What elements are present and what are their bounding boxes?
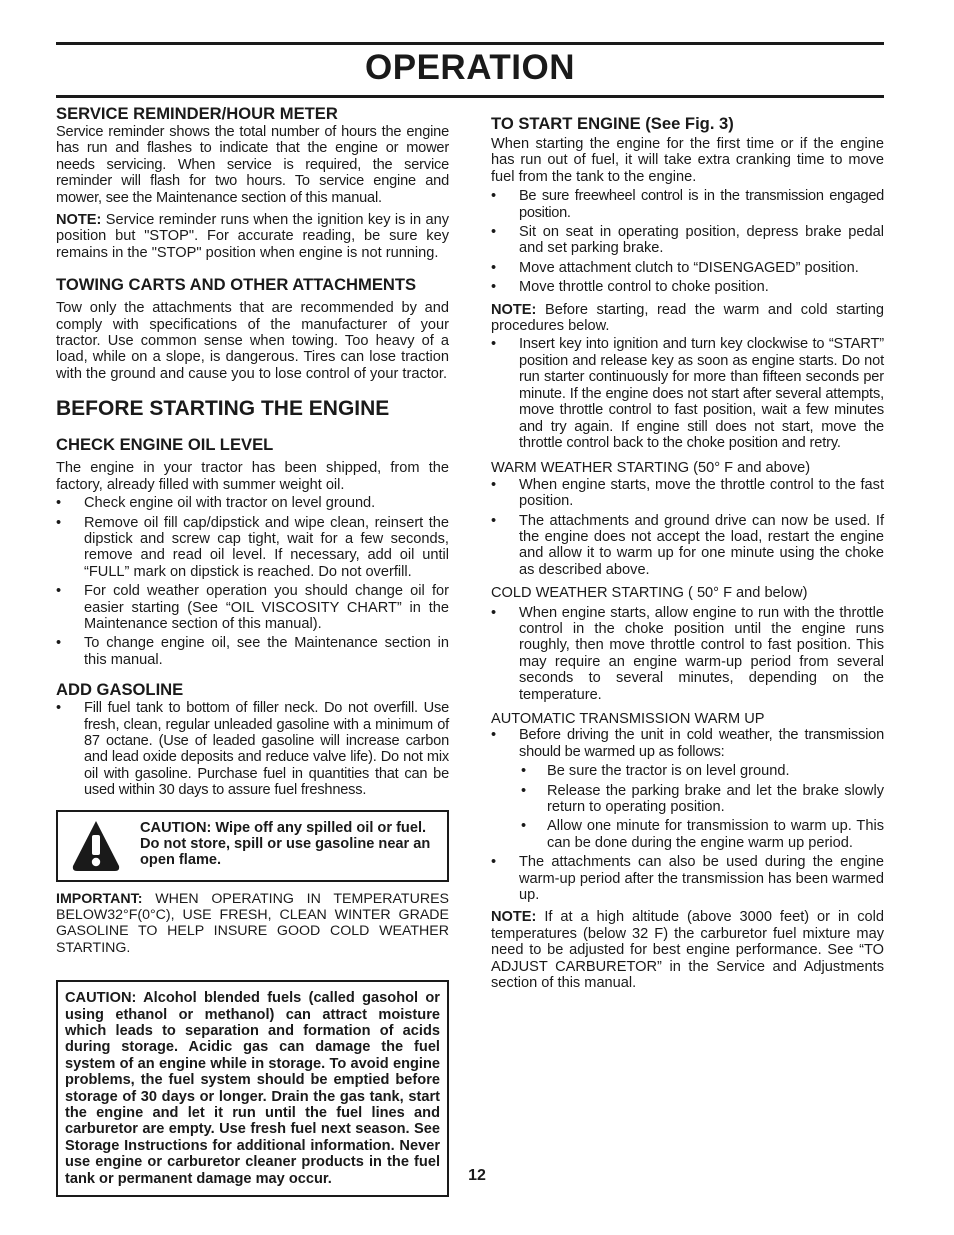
important-notice xyxy=(56,891,449,957)
list-item: • Be sure freewheel control is in the transmission engaged position. xyxy=(491,188,884,221)
ignition-list xyxy=(491,336,884,451)
list-item: • For cold weather operation you should change oil for easier starting (See “OIL VISCOSITY CHART” in the Maintenance section of this manual). xyxy=(56,583,449,632)
start-engine-note xyxy=(491,302,884,335)
auto-transmission-heading: AUTOMATIC TRANSMISSION WARM UP xyxy=(491,711,765,727)
sub-list-item: • Allow one minute for transmission to warm up. This can be done during the engine warm up period. xyxy=(491,818,884,851)
list-item: • Before driving the unit in cold weather, the transmission should be warmed up as follows: xyxy=(491,727,884,760)
sub-list-item: • Release the parking brake and let the brake slowly return to operating position. xyxy=(491,783,884,816)
note-text: Before starting, read the warm and cold starting procedures below. xyxy=(491,301,884,335)
important-label: IMPORTANT: xyxy=(56,890,143,907)
start-engine-heading: TO START ENGINE (See Fig. 3) xyxy=(491,114,734,133)
list-item: • The attachments can also be used during the engine warm-up period after the transmission has been warmed up. xyxy=(491,854,884,903)
note-label: NOTE: xyxy=(491,301,537,318)
before-starting-heading: BEFORE STARTING THE ENGINE xyxy=(56,397,390,421)
list-item: • Check engine oil with tractor on level ground. xyxy=(56,495,449,511)
list-item: • When engine starts, move the throttle control to the fast position. xyxy=(491,477,884,510)
start-engine-intro: When starting the engine for the first time or if the engine has run out of fuel, it will take extra cranking time to move fuel from the tank to the engine. xyxy=(491,136,884,185)
list-item: • Remove oil fill cap/dipstick and wipe clean, reinsert the dipstick and screw cap tight, wait for a few seconds, remove and read oil level. If necessary, add oil until “FULL” mark on dipstick is reached. Do not overfill. xyxy=(56,515,449,581)
list-item: • When engine starts, allow engine to run with the throttle control in the choke position until the engine runs roughly, then move throttle control to fast position. This may require an engine warm-up period from several seconds to several minutes, depending on the temperature. xyxy=(491,605,884,703)
cold-weather-list xyxy=(491,605,884,703)
service-reminder-heading: SERVICE REMINDER/HOUR METER xyxy=(56,104,338,123)
check-oil-heading: CHECK ENGINE OIL LEVEL xyxy=(56,435,274,455)
title-underline xyxy=(56,95,884,98)
start-engine-list xyxy=(491,188,884,295)
cold-weather-heading: COLD WEATHER STARTING ( 50° F and below) xyxy=(491,585,808,602)
warm-weather-list xyxy=(491,477,884,578)
right-column xyxy=(491,114,884,992)
warning-icon xyxy=(72,820,120,872)
towing-heading: TOWING CARTS AND OTHER ATTACHMENTS xyxy=(56,275,417,295)
caution-text: CAUTION: Alcohol blended fuels (called gasohol or using ethanol or methanol) can attract moisture which leads to separation and formation of acids during storage. Acidic gas can damage the fuel system of an engine while in storage. To avoid engine problems, the fuel system should be emptied before storage of 30 days or longer. Drain the gas tank, start the engine and let it run until the fuel lines and carburetor are empty. Use fresh fuel next season. See Storage Instructions for additional information. Never use engine or carburetor cleaner products in the fuel tank or permanent damage may occur. xyxy=(65,990,440,1187)
caution-box-flame xyxy=(56,810,449,882)
check-oil-list xyxy=(56,495,449,668)
note-text: If at a high altitude (above 3000 feet) or in cold temperatures (below 32 F) the carburetor fuel mixture may need to be adjusted for best engine performance. See “TO ADJUST CARBURETOR” in the Service and Adjustments section of this manual. xyxy=(491,909,884,992)
add-gasoline-heading: ADD GASOLINE xyxy=(56,680,184,700)
top-rule xyxy=(56,42,884,45)
note-label: NOTE: xyxy=(491,909,537,926)
page-title: OPERATION xyxy=(365,48,575,87)
towing-text: Tow only the attachments that are recommended by and comply with specifications of the manufacturer of your tractor. Use common sense when towing. Too heavy of a load, while on a slope, is dangerous. Tires can lose traction with the ground and cause you to lose control of your tractor. xyxy=(56,300,449,382)
auto-transmission-list xyxy=(491,727,884,903)
service-reminder-text: Service reminder shows the total number of hours the engine has run and flashes to indicate that the engine or mower needs servicing. When service is required, the service reminder will flash for two hours. To service engine and mower, see the Maintenance section of this manual. xyxy=(56,124,449,206)
caution-box-alcohol-fuels xyxy=(56,980,449,1197)
check-oil-intro: The engine in your tractor has been shipped, from the factory, already filled with summer weight oil. xyxy=(56,460,449,493)
note-label: NOTE: xyxy=(56,212,102,229)
service-reminder-note xyxy=(56,212,449,261)
page-number: 12 xyxy=(468,1167,486,1184)
warm-weather-heading: WARM WEATHER STARTING (50° F and above) xyxy=(491,460,811,477)
list-item: • The attachments and ground drive can now be used. If the engine does not accept the load, restart the engine and allow it to warm up for one minute using the choke as described above. xyxy=(491,513,884,579)
left-column xyxy=(56,104,449,1197)
list-item: • Fill fuel tank to bottom of filler neck. Do not overfill. Use fresh, clean, regular unleaded gasoline with a minimum of 87 octane. (Use of leaded gasoline will increase carbon and lead oxide deposits and reduce valve life). Do not mix oil with gasoline. Purchase fuel in quantities that can be used within 30 days to assure fuel freshness. xyxy=(56,700,449,798)
list-item: • Move attachment clutch to “DISENGAGED” position. xyxy=(491,260,884,276)
list-item: • Move throttle control to choke position. xyxy=(491,279,884,295)
list-item: • To change engine oil, see the Maintenance section in this manual. xyxy=(56,635,449,668)
note-text: Service reminder runs when the ignition key is in any position but "STOP". For accurate reading, be sure key remains in the "STOP" position when engine is not running. xyxy=(56,212,449,261)
list-item: • Sit on seat in operating position, depress brake pedal and set parking brake. xyxy=(491,224,884,257)
list-item: • Insert key into ignition and turn key clockwise to “START” position and release key as soon as engine starts. Do not run starter continuously for more than fifteen seconds per minute. If the engine does not start after several attempts, move throttle control to fast position, wait a few minutes and try again. If engine still does not start, move the throttle control back to the choke position and retry. xyxy=(491,336,884,451)
sub-list-item: • Be sure the tractor is on level ground. xyxy=(491,763,884,779)
add-gasoline-list xyxy=(56,700,449,798)
caution-text: CAUTION: Wipe off any spilled oil or fuel. Do not store, spill or use gasoline near an open flame. xyxy=(140,819,431,868)
altitude-note xyxy=(491,909,884,991)
important-text: WHEN OPERATING IN TEMPERATURES BELOW32°F(0°C), USE FRESH, CLEAN WINTER GRADE GASOLINE TO HELP INSURE GOOD COLD WEATHER STARTING. xyxy=(56,890,449,956)
